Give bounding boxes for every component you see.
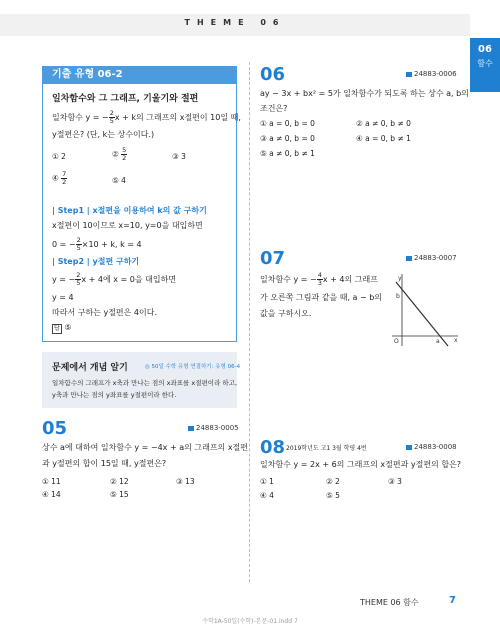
q05-option-1[interactable]: ① 11 — [42, 477, 61, 486]
b-label: b — [396, 293, 400, 300]
theme-header: THEME 06 — [184, 18, 286, 27]
card-option-4[interactable]: ④ $\frac{7}{2}$ — [52, 170, 67, 186]
step1-line2: 0 = − $\frac{2}{5}$ ×10 + k, k = 4 — [52, 236, 142, 252]
q08-option-2[interactable]: ② 2 — [326, 477, 340, 486]
concept-line2: y축과 만나는 점의 y좌표를 y절편이라 한다. — [52, 391, 177, 399]
q05-option-4[interactable]: ④ 14 — [42, 490, 61, 499]
step1-line1: x절편이 10이므로 x=10, y=0을 대입하면 — [52, 221, 203, 230]
q08-option-4[interactable]: ④ 4 — [260, 491, 274, 500]
card-problem-line2: y절편은? (단, k는 상수이다.) — [52, 130, 155, 139]
problem-text-b: x + k의 그래프의 x절편이 10일 때, — [114, 113, 241, 122]
q06-line1: ay − 3x + bx² = 5가 일차함수가 되도록 하는 상수 a, b의 — [260, 89, 469, 98]
side-tab-label: 함수 — [477, 59, 493, 68]
q05-line1: 상수 a에 대하여 일차함수 y = −4x + a의 그래프의 x절편 — [42, 443, 249, 452]
q08-number: 08 — [260, 437, 286, 458]
concept-line1: 일차함수의 그래프가 x축과 만나는 점의 x좌표를 x절편이라 하고, — [52, 379, 238, 387]
q08-line1: 일차함수 y = 2x + 6의 그래프의 x절편과 y절편의 합은? — [260, 460, 462, 469]
q07-line2: 가 오른쪽 그림과 같을 때, a − b의 — [260, 293, 383, 302]
q08-option-5[interactable]: ⑤ 5 — [326, 491, 340, 500]
answer-value: ⑤ — [64, 323, 72, 332]
q05-line2: 과 y절편의 합이 15일 때, y절편은? — [42, 459, 167, 468]
page-number: 7 — [449, 595, 456, 606]
step2-line3: 따라서 구하는 y절편은 4이다. — [52, 308, 158, 317]
concept-sub: ◎ 50일 수학 유형 연결하기: 유형 06-4 — [145, 364, 241, 370]
concept-title: 문제에서 개념 알기 — [52, 363, 128, 373]
answer-label: 답 — [54, 325, 60, 332]
side-tab — [470, 38, 500, 92]
column-divider — [249, 62, 250, 582]
q07-line1: 일차함수 y = − $\frac{4}{3}$ x + 4의 그래프 — [260, 271, 378, 287]
q06-number: 06 — [260, 64, 286, 85]
q06-option-5[interactable]: ⑤ a ≠ 0, b ≠ 1 — [260, 149, 315, 158]
answer-line — [52, 322, 72, 334]
q05-number: 05 — [42, 418, 68, 439]
step2-title: | Step2 | y절편 구하기 — [52, 257, 140, 266]
a-label: a — [436, 338, 440, 345]
q07-graph — [388, 272, 460, 352]
footer-text: THEME 06 함수 — [360, 598, 419, 607]
origin-label: O — [394, 338, 399, 345]
q07-code: 24883-0007 — [406, 254, 457, 262]
q05-option-2[interactable]: ② 12 — [110, 477, 129, 486]
x-axis-label: x — [454, 337, 458, 344]
q06-option-3[interactable]: ③ a ≠ 0, b = 0 — [260, 134, 315, 143]
side-tab-number: 06 — [478, 44, 492, 55]
card-option-1[interactable]: ① 2 — [52, 152, 66, 161]
card-option-3[interactable]: ③ 3 — [172, 152, 186, 161]
q06-option-1[interactable]: ① a = 0, b = 0 — [260, 119, 315, 128]
q08-source: 2019학년도 고1 3월 학평 4번 — [286, 445, 367, 452]
step1-title: | Step1 | x절편을 이용하여 k의 값 구하기 — [52, 206, 207, 215]
step2-line1: y = − $\frac{2}{5}$ x + 4에 x = 0을 대입하면 — [52, 271, 177, 287]
q08-option-3[interactable]: ③ 3 — [388, 477, 402, 486]
card-tag: 기출 유형 06-2 — [42, 66, 237, 84]
q08-option-1[interactable]: ① 1 — [260, 477, 274, 486]
q05-option-3[interactable]: ③ 13 — [176, 477, 195, 486]
fraction: $\frac{2}{5}$ — [109, 109, 114, 125]
card-problem-line1 — [52, 110, 241, 125]
q06-option-4[interactable]: ④ a = 0, b ≠ 1 — [356, 134, 411, 143]
q05-option-5[interactable]: ⑤ 15 — [110, 490, 129, 499]
step2-line2: y = 4 — [52, 293, 74, 302]
y-axis-label: y — [398, 275, 402, 282]
footer-code: 수학1A-50일(수학)-본문-01.indd 7 — [202, 618, 298, 625]
card-option-2[interactable]: ② $\frac{5}{2}$ — [112, 146, 127, 162]
card-title: 일차함수와 그 그래프, 기울기와 절편 — [52, 94, 199, 104]
q08-code: 24883-0008 — [406, 443, 457, 451]
q06-code: 24883-0006 — [406, 70, 457, 78]
q05-code: 24883-0005 — [188, 424, 239, 432]
problem-text-a: 일차함수 y = − — [52, 113, 109, 122]
q06-option-2[interactable]: ② a ≠ 0, b ≠ 0 — [356, 119, 411, 128]
q07-number: 07 — [260, 248, 286, 269]
card-option-5[interactable]: ⑤ 4 — [112, 176, 126, 185]
q07-line3: 값을 구하시오. — [260, 309, 312, 318]
q06-line2: 조건은? — [260, 104, 288, 113]
